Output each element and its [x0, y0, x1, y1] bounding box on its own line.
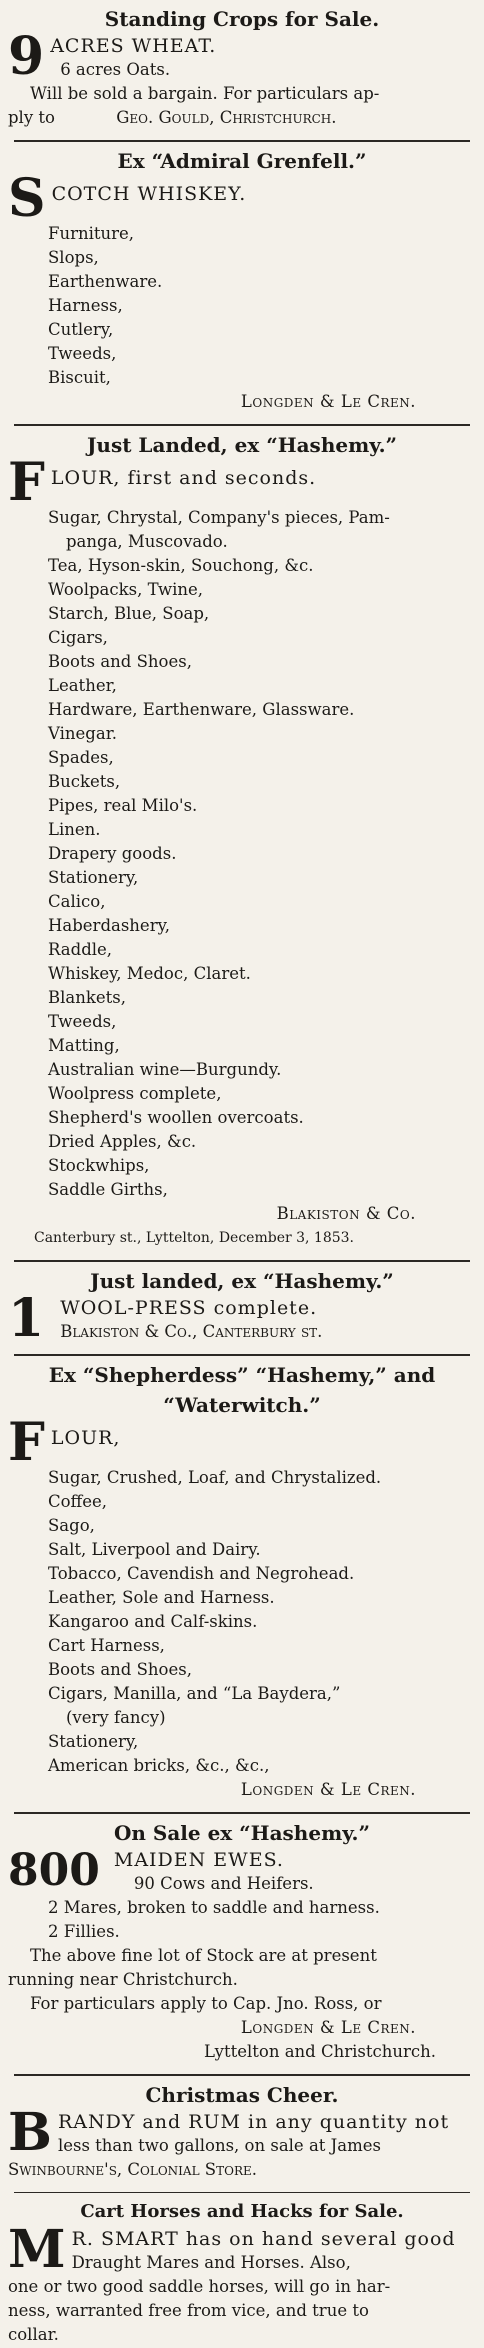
ad-signature: Blakiston & Co., Canterbury st. [60, 1322, 323, 1341]
ad-shepherdess-waterwitch [0, 1356, 484, 1808]
list-item: Dried Apples, &c. [48, 1132, 197, 1151]
ad-line: ness, warranted free from vice, and true to [8, 2301, 369, 2320]
list-item: Australian wine—Burgundy. [48, 1060, 282, 1079]
list-item: Sugar, Crushed, Loaf, and Chrystalized. [48, 1468, 382, 1487]
ad-heading: Standing Crops for Sale. [104, 7, 380, 31]
list-item: Spades, [48, 748, 114, 767]
ad-body [8, 168, 476, 229]
item-list [8, 1466, 476, 1778]
ad-body [8, 1288, 476, 1349]
ad-line: COTCH WHISKEY. [51, 183, 247, 205]
ad-body [8, 1845, 476, 1896]
drop-cap: F [8, 1412, 45, 1473]
ad-body [8, 26, 476, 87]
list-item: Coffee, [48, 1492, 108, 1511]
list-item: Woolpacks, Twine, [48, 580, 204, 599]
list-item: Haberdashery, [48, 916, 170, 935]
drop-cap: M [8, 2219, 66, 2280]
list-item: Matting, [48, 1036, 120, 1055]
ad-line: 90 Cows and Heifers. [133, 1874, 314, 1893]
ad-body [8, 452, 476, 513]
list-item: Tweeds, [48, 344, 117, 363]
ad-heading: On Sale ex “Hashemy.” [113, 1821, 371, 1845]
list-item: (very fancy) [66, 1708, 166, 1727]
list-item: Shepherd's woollen overcoats. [48, 1108, 304, 1127]
ad-line: ply to [8, 108, 55, 127]
ad-line: running near Christchurch. [8, 1970, 238, 1989]
ad-signature: Blakiston & Co. [276, 1204, 416, 1223]
ad-heading: Ex “Admiral Grenfell.” [117, 149, 367, 173]
ad-heading: Just landed, ex “Hashemy.” [90, 1269, 394, 1293]
drop-cap: B [8, 2102, 52, 2163]
list-item: Cutlery, [48, 320, 114, 339]
ad-line: LOUR, [50, 1427, 121, 1449]
drop-numeral: 800 [8, 1845, 100, 1896]
list-item: Cart Harness, [48, 1636, 165, 1655]
drop-numeral: 9 [8, 26, 45, 87]
ad-line: 2 Mares, broken to saddle and harness. [48, 1898, 380, 1917]
drop-cap: S [8, 168, 46, 229]
ad-heading: Just Landed, ex “Hashemy.” [86, 433, 398, 457]
list-item: Sago, [48, 1516, 95, 1535]
ad-line: Swinbourne's, Colonial Store. [8, 2160, 257, 2179]
list-item: Kangaroo and Calf-skins. [48, 1612, 258, 1631]
list-item: Tobacco, Cavendish and Negrohead. [48, 1564, 355, 1583]
ad-signature: Longden & Le Cren. [240, 1780, 416, 1799]
ad-line: 2 Fillies. [48, 1922, 120, 1941]
list-item: Buckets, [48, 772, 121, 791]
ad-line: one or two good saddle horses, will go in har- [8, 2277, 391, 2296]
list-item: Boots and Shoes, [48, 652, 192, 671]
drop-numeral: 1 [8, 1288, 45, 1349]
ad-body [8, 1412, 476, 1473]
drop-cap: F [8, 452, 45, 513]
ad-line: Will be sold a bargain. For particulars ap- [30, 84, 380, 103]
ad-christmas-cheer [0, 2076, 484, 2188]
ad-line: 6 acres Oats. [60, 60, 171, 79]
ad-just-landed-hashemy [0, 426, 484, 1256]
list-item: Stationery, [48, 868, 139, 887]
list-item: Leather, [48, 676, 117, 695]
ad-line: Draught Mares and Horses. Also, [71, 2253, 351, 2272]
list-item: Cigars, Manilla, and “La Baydera,” [48, 1684, 341, 1703]
list-item: Starch, Blue, Soap, [48, 604, 210, 623]
ad-line: ACRES WHEAT. [50, 35, 217, 57]
ad-body [8, 2219, 476, 2280]
ad-line: collar. [8, 2325, 59, 2344]
ad-line: less than two gallons, on sale at James [57, 2136, 381, 2155]
ad-signature-place: Lyttelton and Christchurch. [203, 2042, 436, 2061]
item-list [8, 222, 476, 390]
list-item: Biscuit, [48, 368, 111, 387]
ad-heading: Christmas Cheer. [145, 2083, 339, 2107]
ad-maiden-ewes [0, 1814, 484, 2070]
list-item: Stockwhips, [48, 1156, 150, 1175]
list-item: Blankets, [48, 988, 126, 1007]
ad-line: WOOL-PRESS complete. [60, 1297, 318, 1319]
list-item: Woolpress complete, [48, 1084, 222, 1103]
list-item: Earthenware. [48, 272, 163, 291]
item-list [8, 506, 476, 1202]
list-item: Whiskey, Medoc, Claret. [48, 964, 251, 983]
ad-line: R. SMART has on hand several good [71, 2228, 456, 2250]
ad-wool-press [0, 1262, 484, 1350]
list-item: Hardware, Earthenware, Glassware. [48, 700, 355, 719]
ad-signature: Longden & Le Cren. [240, 2018, 416, 2037]
ad-admiral-grenfell [0, 142, 484, 420]
list-item: Raddle, [48, 940, 113, 959]
list-item: Tweeds, [48, 1012, 117, 1031]
ad-line: MAIDEN EWES. [113, 1849, 284, 1871]
ad-standing-crops [0, 0, 484, 136]
ad-signature: Geo. Gould, Christchurch. [116, 108, 337, 127]
ad-line: LOUR, first and seconds. [50, 467, 317, 489]
list-item: Boots and Shoes, [48, 1660, 192, 1679]
list-item: Linen. [48, 820, 101, 839]
ad-line: RANDY and RUM in any quantity not [57, 2111, 450, 2133]
ad-heading-cont: “Waterwitch.” [163, 1393, 321, 1417]
list-item: Cigars, [48, 628, 108, 647]
list-item: Vinegar. [48, 724, 118, 743]
ad-line: For particulars apply to Cap. Jno. Ross, or [30, 1994, 382, 2013]
dateline: Canterbury st., Lyttelton, December 3, 1853. [34, 1230, 355, 1246]
list-item: Salt, Liverpool and Dairy. [48, 1540, 261, 1559]
list-item: Pipes, real Milo's. [48, 796, 198, 815]
list-item: Sugar, Chrystal, Company's pieces, Pam- [48, 508, 390, 527]
ad-line: The above fine lot of Stock are at present [30, 1946, 377, 1965]
ad-heading: Ex “Shepherdess” “Hashemy,” and [48, 1363, 436, 1387]
ad-cart-horses [0, 2193, 484, 2348]
ad-heading: Cart Horses and Hacks for Sale. [80, 2201, 404, 2222]
list-item: panga, Muscovado. [66, 532, 228, 551]
list-item: Drapery goods. [48, 844, 177, 863]
list-item: Slops, [48, 248, 99, 267]
list-item: Tea, Hyson-skin, Souchong, &c. [48, 556, 314, 575]
ad-signature: Longden & Le Cren. [240, 392, 416, 411]
list-item: Harness, [48, 296, 123, 315]
list-item: Furniture, [48, 224, 135, 243]
list-item: Leather, Sole and Harness. [48, 1588, 275, 1607]
list-item: Saddle Girths, [48, 1180, 168, 1199]
ad-body [8, 2102, 476, 2163]
list-item: Calico, [48, 892, 106, 911]
list-item: Stationery, [48, 1732, 139, 1751]
list-item: American bricks, &c., &c., [48, 1756, 270, 1775]
